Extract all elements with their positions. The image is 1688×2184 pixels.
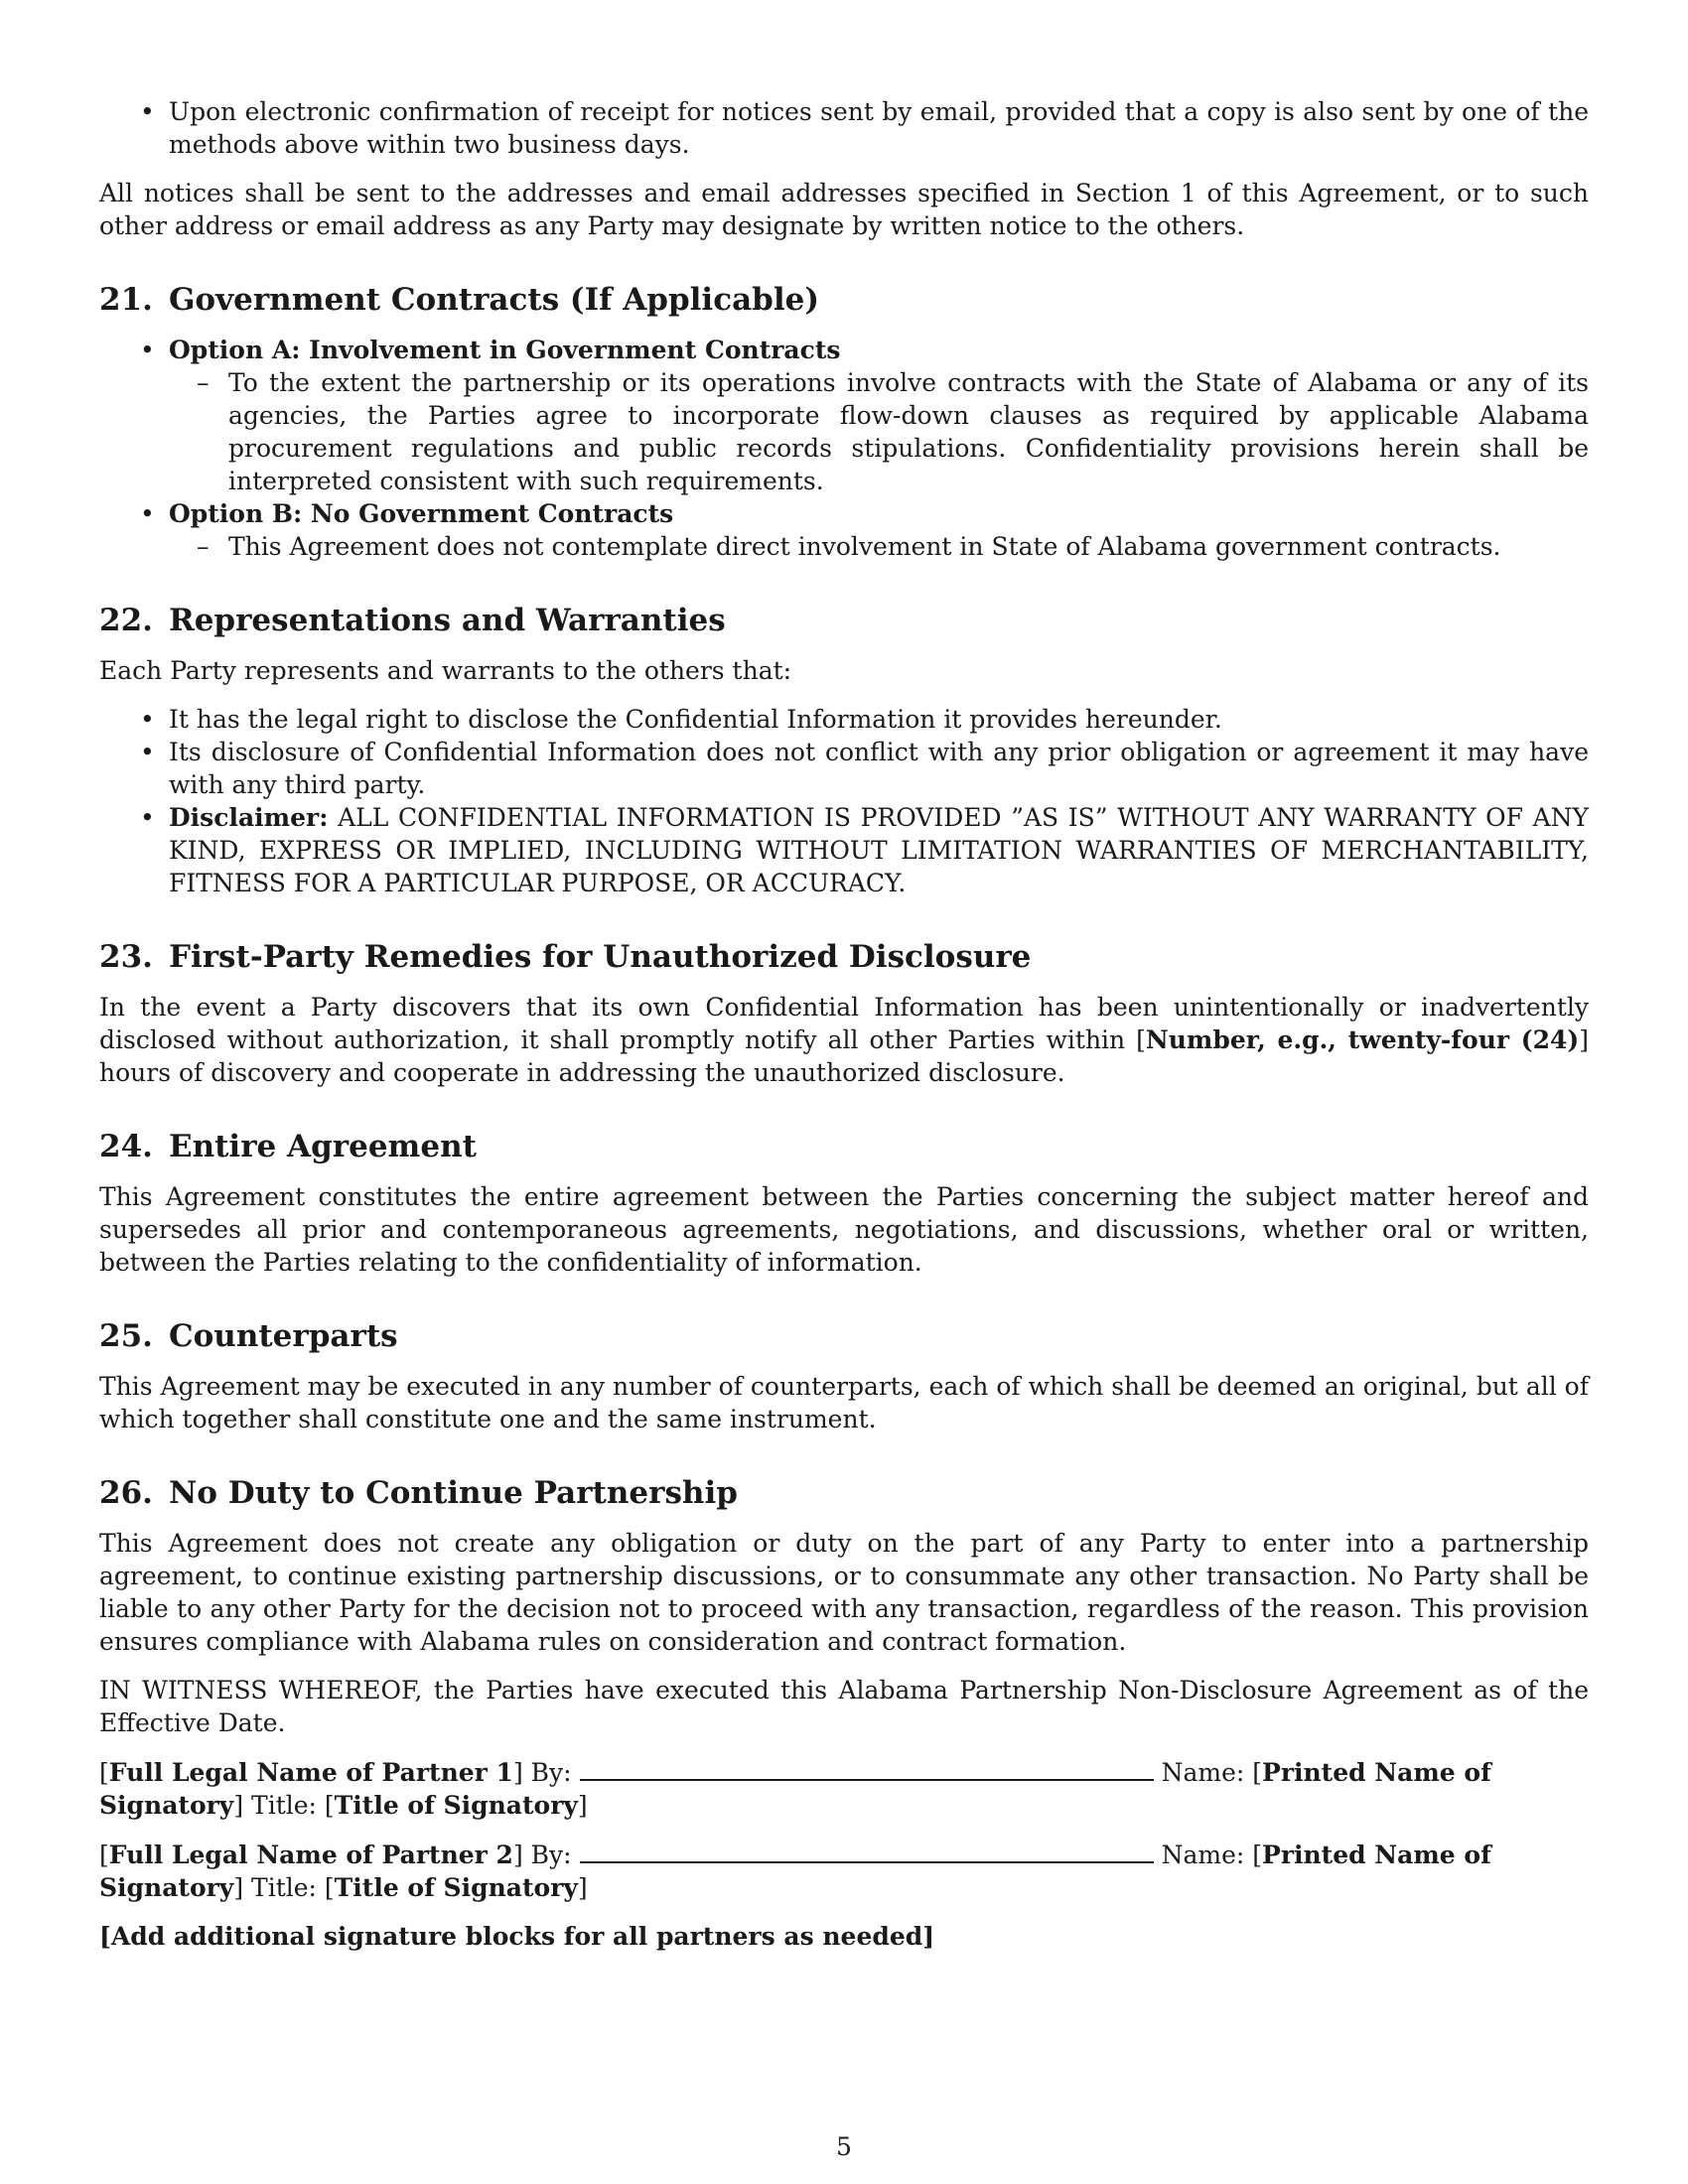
option-b-label: Option B: No Government Contracts	[169, 499, 674, 528]
warranties-intro: Each Party represents and warrants to the others that:	[99, 656, 792, 685]
partner-1-name: Full Legal Name of Partner 1	[108, 1758, 513, 1787]
section-24-heading	[99, 1127, 1589, 1166]
remedies-text-before: In the event a Party discovers that its own Confidential Information has been unintentionally or inadvertently disclosed without authorization, it shall promptly notify all other Parties within [	[99, 993, 1589, 1054]
section-number: 23.	[99, 939, 153, 975]
additional-signature-note	[99, 1920, 1589, 1953]
option-b-text: – This Agreement does not contemplate direct involvement in State of Alabama government contracts.	[228, 530, 1589, 563]
signature-line[interactable]	[580, 1755, 1154, 1781]
additional-signature-text: [Add additional signature blocks for all partners as needed]	[99, 1922, 935, 1951]
list-item-text: Upon electronic confirmation of receipt for notices sent by email, provided that a copy is also sent by one of the methods above within two business days.	[169, 97, 1589, 159]
option-a-text: – To the extent the partnership or its operations involve contracts with the State of Alabama or any of its agencies, the Parties agree to incorporate flow-down clauses as required by applicable Alabama procurement regulations and public records stipulations. Confidentiality provisions herein shall be interpreted consistent with such requirements.	[228, 366, 1589, 497]
section-number: 22.	[99, 603, 153, 638]
section-number: 24.	[99, 1129, 153, 1164]
section-title: Representations and Warranties	[168, 603, 726, 638]
section-22-heading	[99, 601, 1589, 640]
section-26-heading	[99, 1473, 1589, 1513]
list-item-option-b	[169, 497, 1589, 563]
list-item: • It has the legal right to disclose the Confidential Information it provides hereunder.	[169, 703, 1589, 736]
list-item-option-a	[169, 334, 1589, 497]
list-item-email-notice	[169, 95, 1589, 161]
section-title: Entire Agreement	[168, 1129, 477, 1164]
section-23-heading	[99, 937, 1589, 977]
notices-paragraph: All notices shall be sent to the addresses and email addresses specified in Section 1 of this Agreement, or to such other address or email address as any Party may designate by written notice to the others.	[99, 179, 1589, 240]
title-label: Title:	[251, 1873, 317, 1902]
warranties-list	[99, 703, 1589, 899]
section-title: No Duty to Continue Partnership	[168, 1475, 738, 1511]
remedies-paragraph	[99, 991, 1589, 1089]
option-a-label: Option A: Involvement in Government Contracts	[169, 336, 841, 364]
section-number: 25.	[99, 1318, 153, 1354]
printed-name-placeholder: Printed Name of Signatory	[99, 1758, 1491, 1820]
disclaimer-label: Disclaimer:	[169, 803, 329, 832]
entire-agreement-paragraph: This Agreement constitutes the entire agreement between the Parties concerning the subject matter hereof and supersedes all prior and contemporaneous agreements, negotiations, and discussions, whether oral or written, between the Parties relating to the confidentiality of information.	[99, 1182, 1589, 1277]
signatory-title-placeholder: Title of Signatory	[334, 1873, 578, 1902]
section-title: Government Contracts (If Applicable)	[168, 282, 819, 318]
printed-name-placeholder: Printed Name of Signatory	[99, 1841, 1491, 1902]
signature-block-partner-1: [Full Legal Name of Partner 1] By: Name: [Printed Name of Signatory] Title: [Title of Signatory]	[99, 1755, 1589, 1822]
section-number: 26.	[99, 1475, 153, 1511]
counterparts-paragraph: This Agreement may be executed in any number of counterparts, each of which shall be deemed an original, but all of which together shall constitute one and the same instrument.	[99, 1372, 1589, 1433]
section-title: First-Party Remedies for Unauthorized Disclosure	[168, 939, 1032, 975]
page-number: 5	[836, 2132, 852, 2161]
title-label: Title:	[251, 1791, 317, 1820]
remedies-text-after: ] hours of discovery and cooperate in addressing the unauthorized disclosure.	[99, 1025, 1589, 1087]
section-number: 21.	[99, 282, 153, 318]
hours-placeholder: Number, e.g., twenty-four (24)	[1145, 1025, 1580, 1054]
signature-line[interactable]	[580, 1838, 1154, 1863]
section-21-heading	[99, 280, 1589, 320]
witness-paragraph: IN WITNESS WHEREOF, the Parties have executed this Alabama Partnership Non-Disclosure Agreement as of the Effective Date.	[99, 1676, 1589, 1737]
government-options-list	[99, 334, 1589, 563]
document-page	[99, 95, 1589, 1969]
section-25-heading	[99, 1316, 1589, 1356]
signature-block-partner-2: [Full Legal Name of Partner 2] By: Name: [Printed Name of Signatory] Title: [Title of Signatory]	[99, 1838, 1589, 1904]
notice-methods-list	[99, 95, 1589, 161]
name-label: Name:	[1161, 1758, 1245, 1787]
no-duty-paragraph: This Agreement does not create any obligation or duty on the part of any Party to enter into a partnership agreement, to continue existing partnership discussions, or to consummate any other transaction. No Party shall be liable to any other Party for the decision not to proceed with any transaction, regardless of the reason. This provision ensures compliance with Alabama rules on consideration and contract formation.	[99, 1529, 1589, 1656]
list-item-disclaimer	[169, 801, 1589, 899]
partner-2-name: Full Legal Name of Partner 2	[108, 1841, 513, 1869]
name-label: Name:	[1161, 1841, 1245, 1869]
by-label: By:	[530, 1758, 572, 1787]
option-b-sublist	[169, 530, 1589, 563]
list-item: • Its disclosure of Confidential Information does not conflict with any prior obligation or agreement it may have with any third party.	[169, 736, 1589, 801]
option-a-sublist	[169, 366, 1589, 497]
disclaimer-text: ALL CONFIDENTIAL INFORMATION IS PROVIDED ”AS IS” WITHOUT ANY WARRANTY OF ANY KIND, EXPRESS OR IMPLIED, INCLUDING WITHOUT LIMITATION WARRANTIES OF MERCHANTABILITY, FITNESS FOR A PARTICULAR PURPOSE, OR ACCURACY.	[169, 803, 1589, 897]
section-title: Counterparts	[168, 1318, 398, 1354]
by-label: By:	[530, 1841, 572, 1869]
signatory-title-placeholder: Title of Signatory	[334, 1791, 578, 1820]
